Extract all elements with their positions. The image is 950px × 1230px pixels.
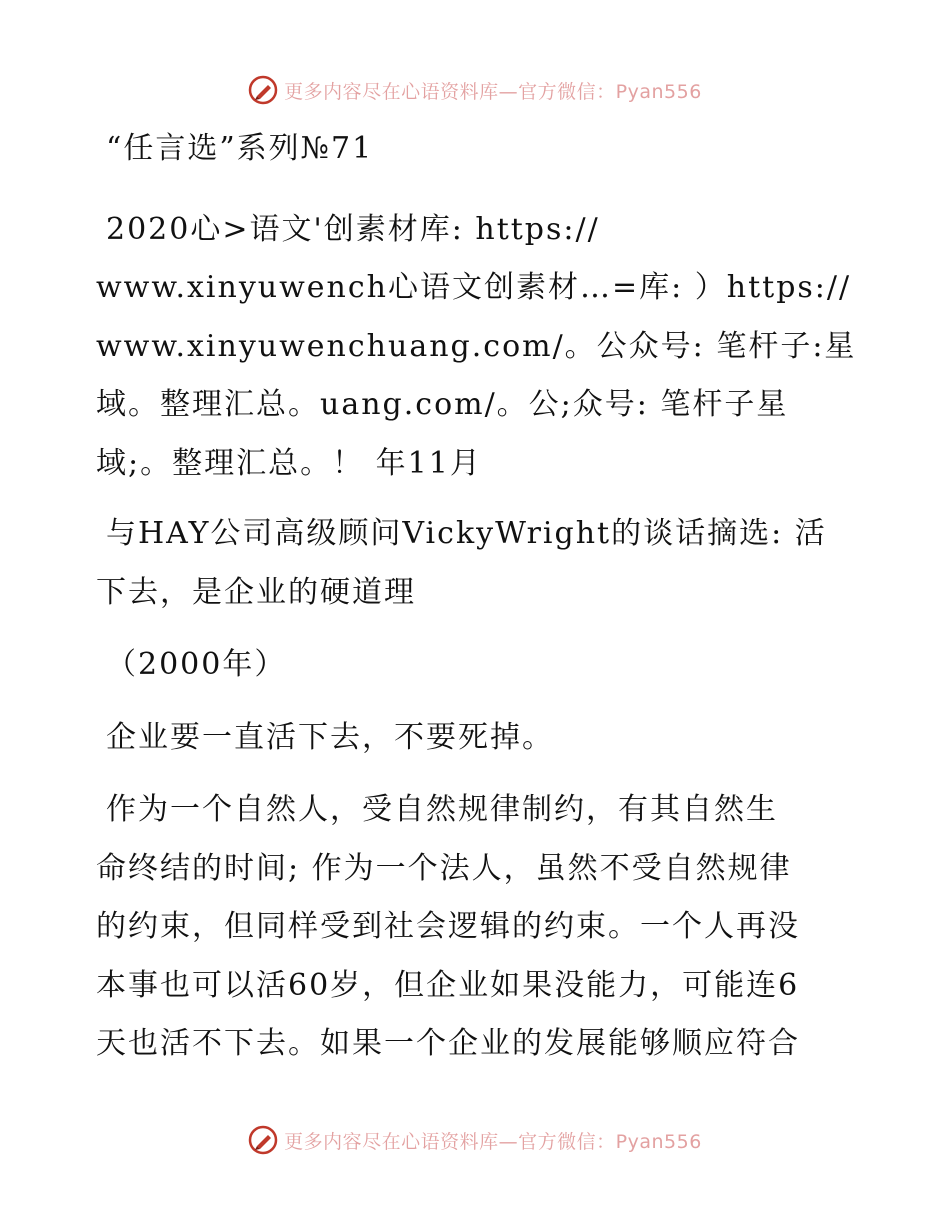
document-body xyxy=(96,120,856,1084)
text-line: 域。整理汇总。uang.com/。公;众号: 笔杆子星 xyxy=(96,387,789,422)
text-line: “任言选”系列№71 xyxy=(106,131,374,166)
source-paragraph xyxy=(96,201,856,494)
watermark-text: 更多内容尽在心语资料库—官方微信：Pyan556 xyxy=(284,1130,702,1153)
text-line: www.xinyuwenchuang.com/。公众号: 笔杆子:星 xyxy=(96,328,857,364)
text-line: 天也活不下去。如果一个企业的发展能够顺应符合 xyxy=(96,1026,800,1061)
pen-logo-icon xyxy=(248,75,278,105)
pen-logo-icon xyxy=(248,1125,278,1155)
text-line: www.xinyuwench心语文创素材…=库: ）https:// xyxy=(96,270,852,305)
text-line: 作为一个自然人，受自然规律制约，有其自然生 xyxy=(106,792,778,827)
text-line: 企业要一直活下去，不要死掉。 xyxy=(106,719,554,755)
header-watermark xyxy=(0,70,950,110)
article-title xyxy=(96,505,856,622)
text-line: 2020心>语文'创素材库: https:// xyxy=(106,211,600,247)
body-paragraph xyxy=(96,781,856,1074)
text-line: 的约束，但同样受到社会逻辑的约束。一个人再没 xyxy=(96,909,800,944)
footer-watermark xyxy=(0,1120,950,1160)
series-title xyxy=(96,120,856,179)
text-line: 与HAY公司高级顾问VickyWright的谈话摘选: 活 xyxy=(106,516,827,551)
text-line: 命终结的时间; 作为一个法人，虽然不受自然规律 xyxy=(96,850,792,886)
text-line: 下去，是企业的硬道理 xyxy=(96,574,416,610)
text-line: 域;。整理汇总。！ 年11月 xyxy=(96,445,482,481)
text-line: （2000年） xyxy=(106,647,287,682)
watermark-text: 更多内容尽在心语资料库—官方微信：Pyan556 xyxy=(284,80,702,103)
text-line: 本事也可以活60岁，但企业如果没能力，可能连6 xyxy=(96,967,800,1003)
paragraph-lead xyxy=(96,709,856,768)
article-year xyxy=(96,636,856,695)
